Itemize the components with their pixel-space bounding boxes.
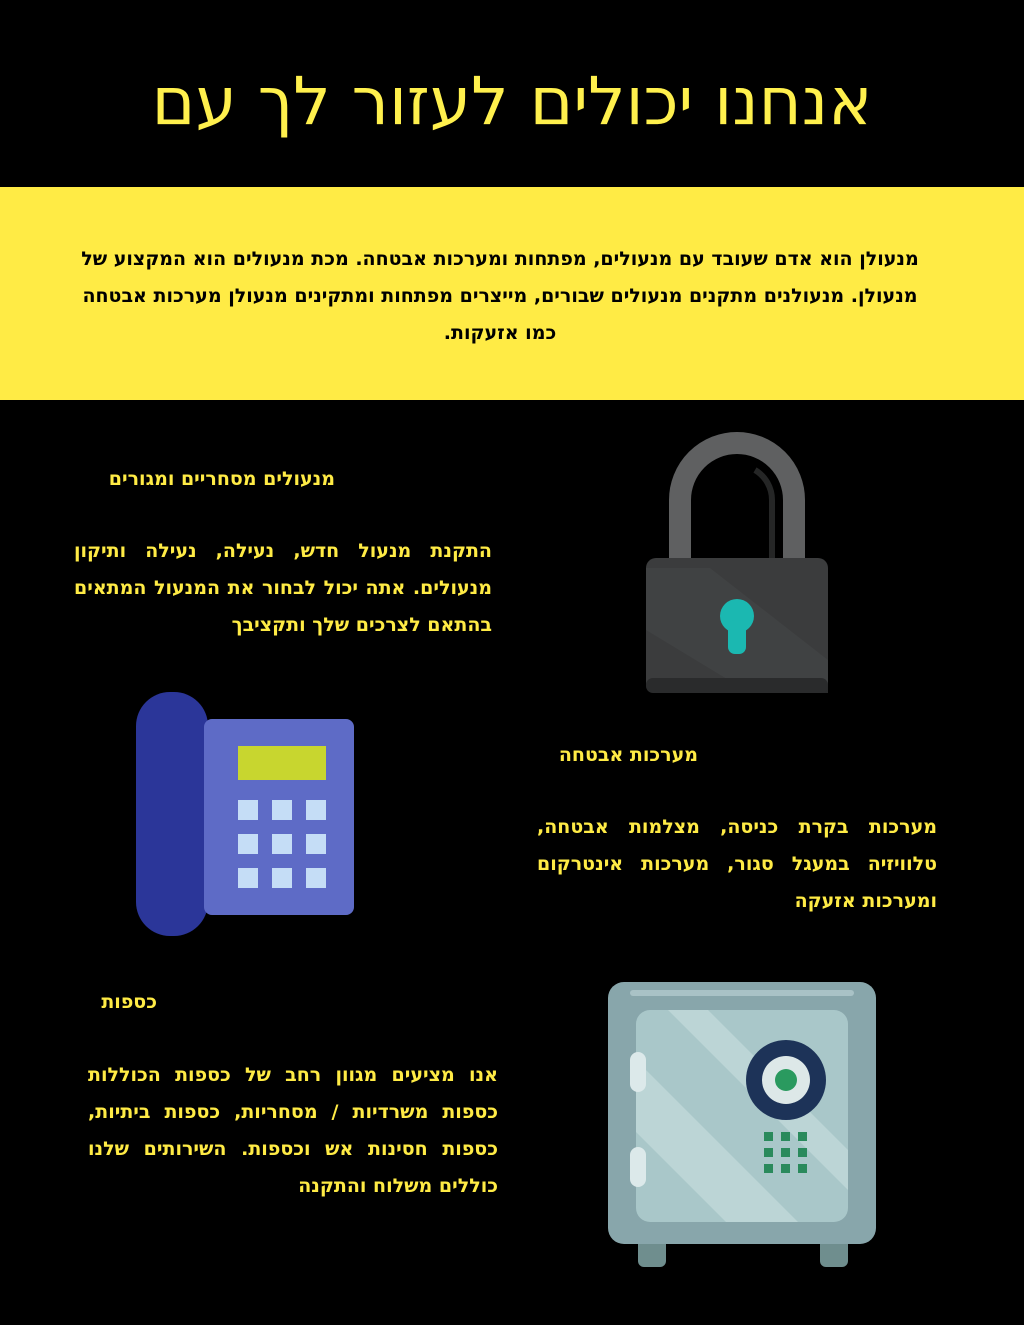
security-section-title: מערכות אבטחה <box>558 744 698 766</box>
security-section-body: מערכות בקרת כניסה, מצלמות אבטחה, טלוויזיה במעגל סגור, מערכות אינטרקום ומערכות אזעקה <box>537 816 937 912</box>
page-title: אנחנו יכולים לעזור לך עם <box>151 63 873 140</box>
locks-section-title: מנעולים מסחריים ומגורים <box>108 468 335 490</box>
intro-text: מנעולן הוא אדם שעובד עם מנעולים, מפתחות ומערכות אבטחה. מכת מנעולים הוא המקצוע של מנעולן. מנעולנים מתקנים מנעולים שבורים, מייצרים מפתחות ומתקינים מנעולן מערכות אבטחה כמו אזעקות. <box>81 248 919 344</box>
safe-icon <box>608 982 878 1272</box>
safes-section-title: כספות <box>101 991 157 1013</box>
safes-section-body: אנו מציעים מגוון רחב של כספות הכוללות כספות משרדיות / מסחריות, כספות ביתיות, כספות חסינות אש וכספות. השירותים שלנו כוללים משלוח והתקנה <box>88 1064 498 1197</box>
locks-section-body: התקנת מנעול חדש, נעילה, נעילה ותיקון מנעולים. אתה יכול לבחור את המנעול המתאים בהתאם לצרכים שלך ותקציבך <box>74 540 492 636</box>
padlock-icon <box>640 430 835 700</box>
desk-phone-icon <box>136 692 356 937</box>
